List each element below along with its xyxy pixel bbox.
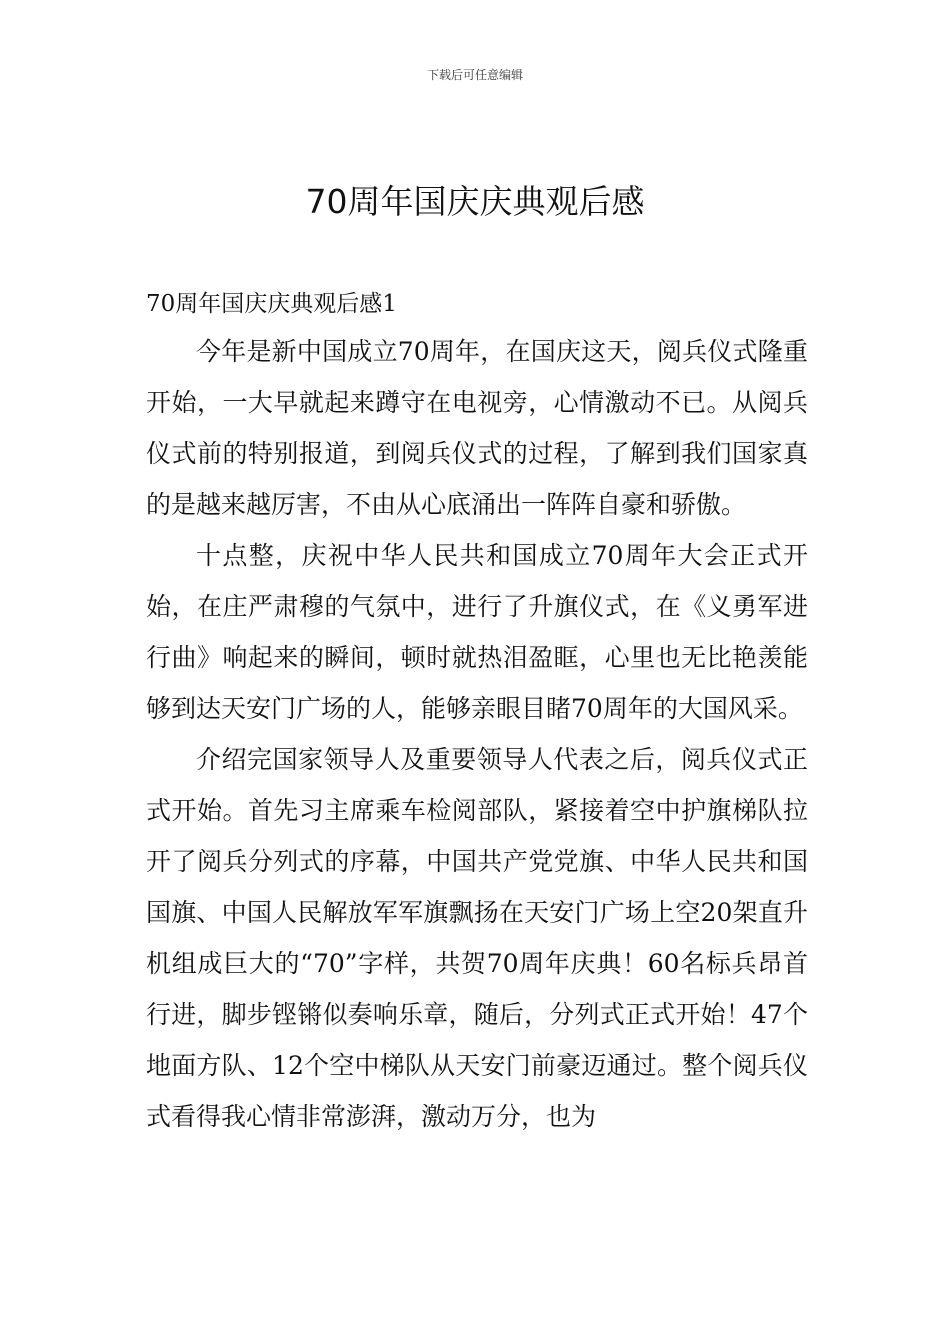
paragraph-3: 介绍完国家领导人及重要领导人代表之后，阅兵仪式正式开始。首先习主席乘车检阅部队，紧接着空中护旗梯队拉开了阅兵分列式的序幕，中国共产党党旗、中华人民共和国国旗、中国人民解放军军旗飘扬在天安门广场上空20架直升机组成巨大的“70”字样，共贺70周年庆典！60名标兵昂首行进，脚步铿锵似奏响乐章，随后，分列式正式开始！47个地面方队、12个空中梯队从天安门前豪迈通过。整个阅兵仪式看得我心情非常澎湃，激动万分，也为 bbox=[146, 745, 808, 1131]
document-body bbox=[146, 326, 808, 1142]
document-title: 70周年国庆庆典观后感 bbox=[305, 182, 645, 221]
paragraph-2: 十点整，庆祝中华人民共和国成立70周年大会正式开始，在庄严肃穆的气氛中，进行了升旗仪式，在《义勇军进行曲》响起来的瞬间，顿时就热泪盈眶，心里也无比艳羡能够到达天安门广场的人，能够亲眼目睹70周年的大国风采。 bbox=[146, 541, 808, 723]
header-note: 下载后可任意编辑 bbox=[426, 68, 523, 82]
section-heading: 70周年国庆庆典观后感1 bbox=[146, 291, 397, 317]
paragraph-1: 今年是新中国成立70周年，在国庆这天，阅兵仪式隆重开始，一大早就起来蹲守在电视旁，心情激动不已。从阅兵仪式前的特别报道，到阅兵仪式的过程，了解到我们国家真的是越来越厉害，不由从心底涌出一阵阵自豪和骄傲。 bbox=[146, 337, 808, 519]
